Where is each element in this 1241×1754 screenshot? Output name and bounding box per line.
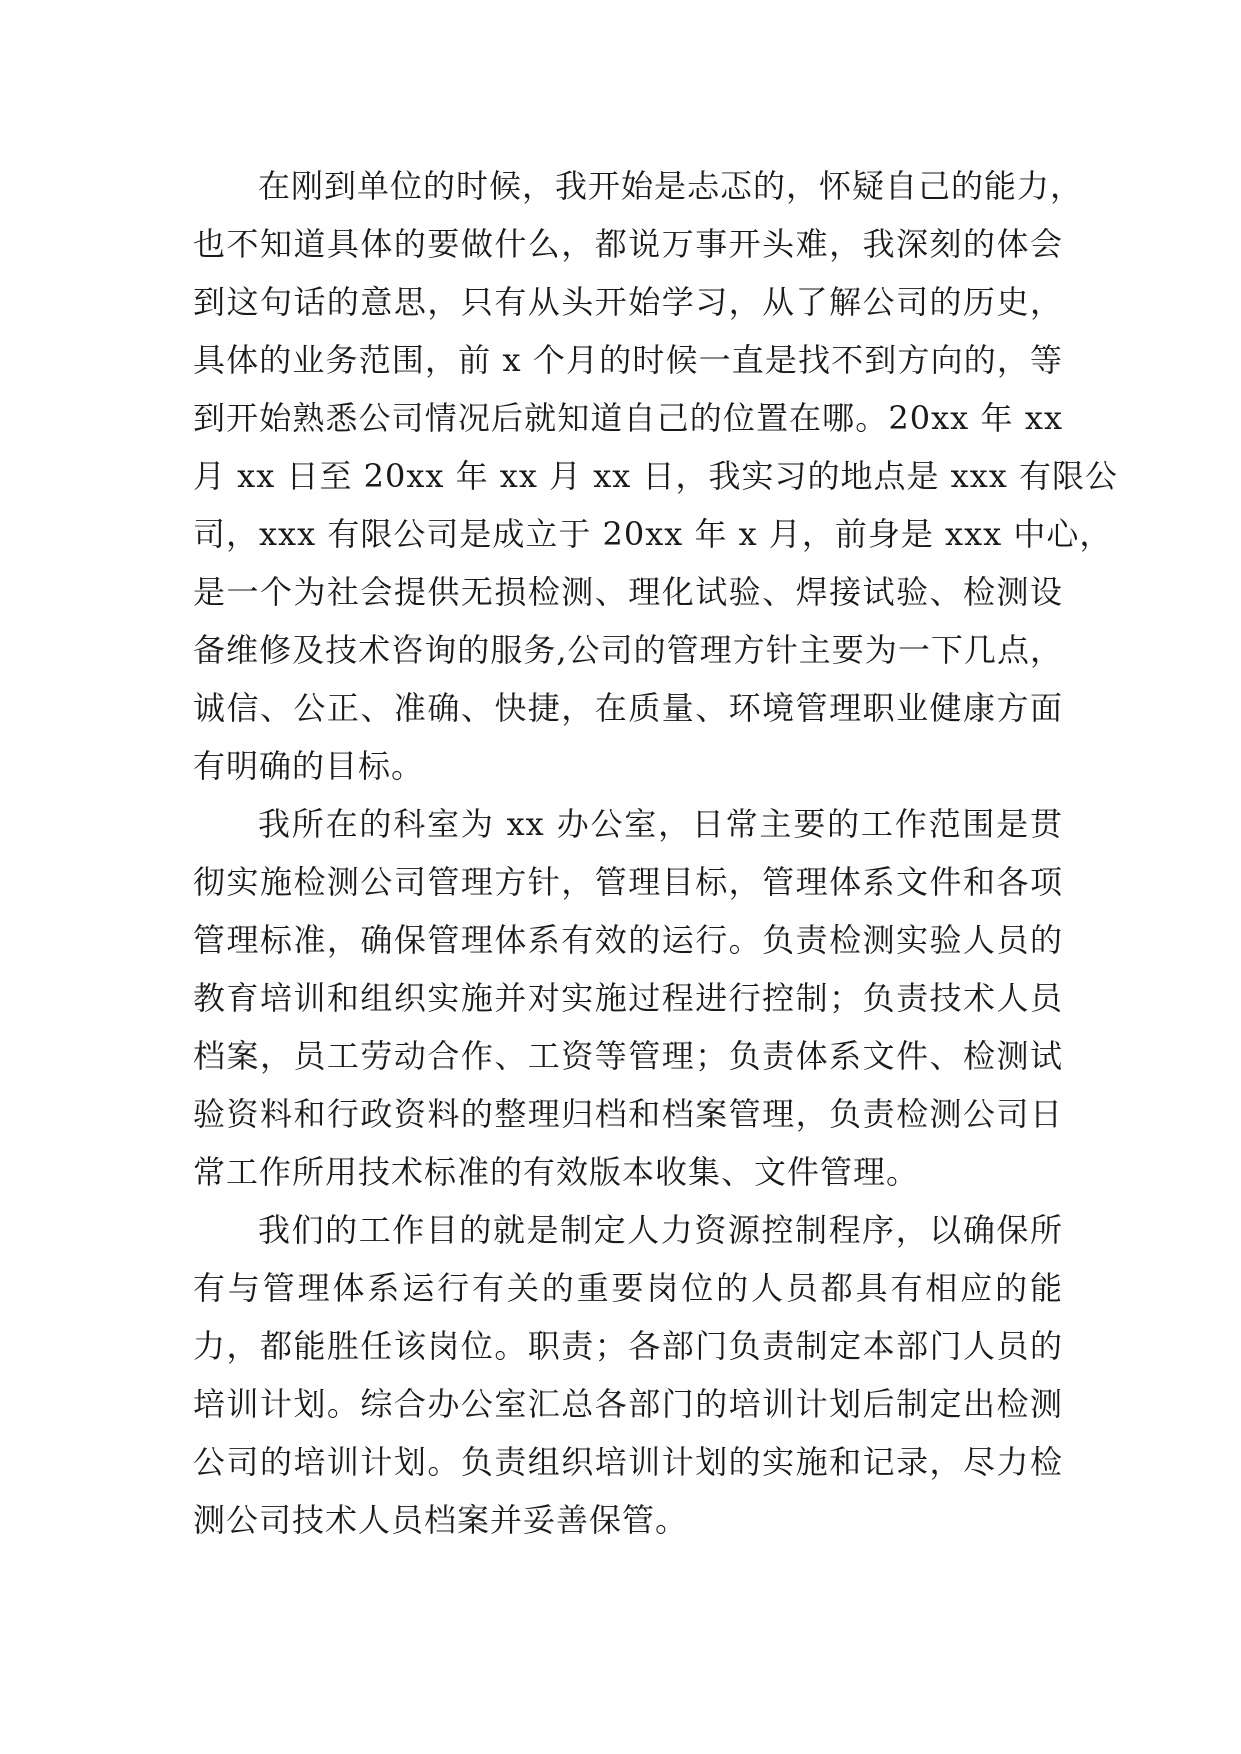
text-line: 在刚到单位的时候，我开始是忐忑的，怀疑自己的能力， xyxy=(258,167,1084,205)
text-line: 我们的工作目的就是制定人力资源控制程序，以确保所 xyxy=(258,1211,1063,1249)
text-line: 有与管理体系运行有关的重要岗位的人员都具有相应的能 xyxy=(193,1269,1063,1307)
text-line: 具体的业务范围，前 x 个月的时候一直是找不到方向的，等 xyxy=(193,341,1063,379)
text-line: 也不知道具体的要做什么，都说万事开头难，我深刻的体会 xyxy=(193,225,1063,263)
text-line: 教育培训和组织实施并对实施过程进行控制；负责技术人员 xyxy=(193,979,1063,1017)
text-line: 到开始熟悉公司情况后就知道自己的位置在哪。20xx 年 xx xyxy=(193,399,1063,437)
text-line: 档案，员工劳动合作、工资等管理；负责体系文件、检测试 xyxy=(193,1037,1063,1075)
text-line: 诚信、公正、准确、快捷，在质量、环境管理职业健康方面 xyxy=(193,689,1063,727)
document-body xyxy=(193,157,1118,1549)
text-line: 公司的培训计划。负责组织培训计划的实施和记录，尽力检 xyxy=(193,1443,1063,1481)
text-line: 有明确的目标。 xyxy=(193,747,425,785)
text-line: 培训计划。综合办公室汇总各部门的培训计划后制定出检测 xyxy=(193,1385,1063,1423)
text-line: 我所在的科室为 xx 办公室，日常主要的工作范围是贯 xyxy=(258,805,1063,843)
text-line: 验资料和行政资料的整理归档和档案管理，负责检测公司日 xyxy=(193,1095,1063,1133)
paragraph-3 xyxy=(193,1201,1063,1549)
text-line: 月 xx 日至 20xx 年 xx 月 xx 日，我实习的地点是 xxx 有限公 xyxy=(193,457,1118,495)
paragraph-1 xyxy=(193,157,1118,795)
text-line: 备维修及技术咨询的服务,公司的管理方针主要为一下几点， xyxy=(193,631,1063,669)
text-line: 是一个为社会提供无损检测、理化试验、焊接试验、检测设 xyxy=(193,573,1063,611)
paragraph-2 xyxy=(193,795,1063,1201)
text-line: 管理标准，确保管理体系有效的运行。负责检测实验人员的 xyxy=(193,921,1063,959)
text-line: 力，都能胜任该岗位。职责；各部门负责制定本部门人员的 xyxy=(193,1327,1063,1365)
text-line: 测公司技术人员档案并妥善保管。 xyxy=(193,1501,689,1539)
text-line: 司，xxx 有限公司是成立于 20xx 年 x 月，前身是 xxx 中心， xyxy=(193,515,1113,553)
text-line: 到这句话的意思，只有从头开始学习，从了解公司的历史， xyxy=(193,283,1063,321)
text-line: 彻实施检测公司管理方针，管理目标，管理体系文件和各项 xyxy=(193,863,1063,901)
text-line: 常工作所用技术标准的有效版本收集、文件管理。 xyxy=(193,1153,920,1191)
